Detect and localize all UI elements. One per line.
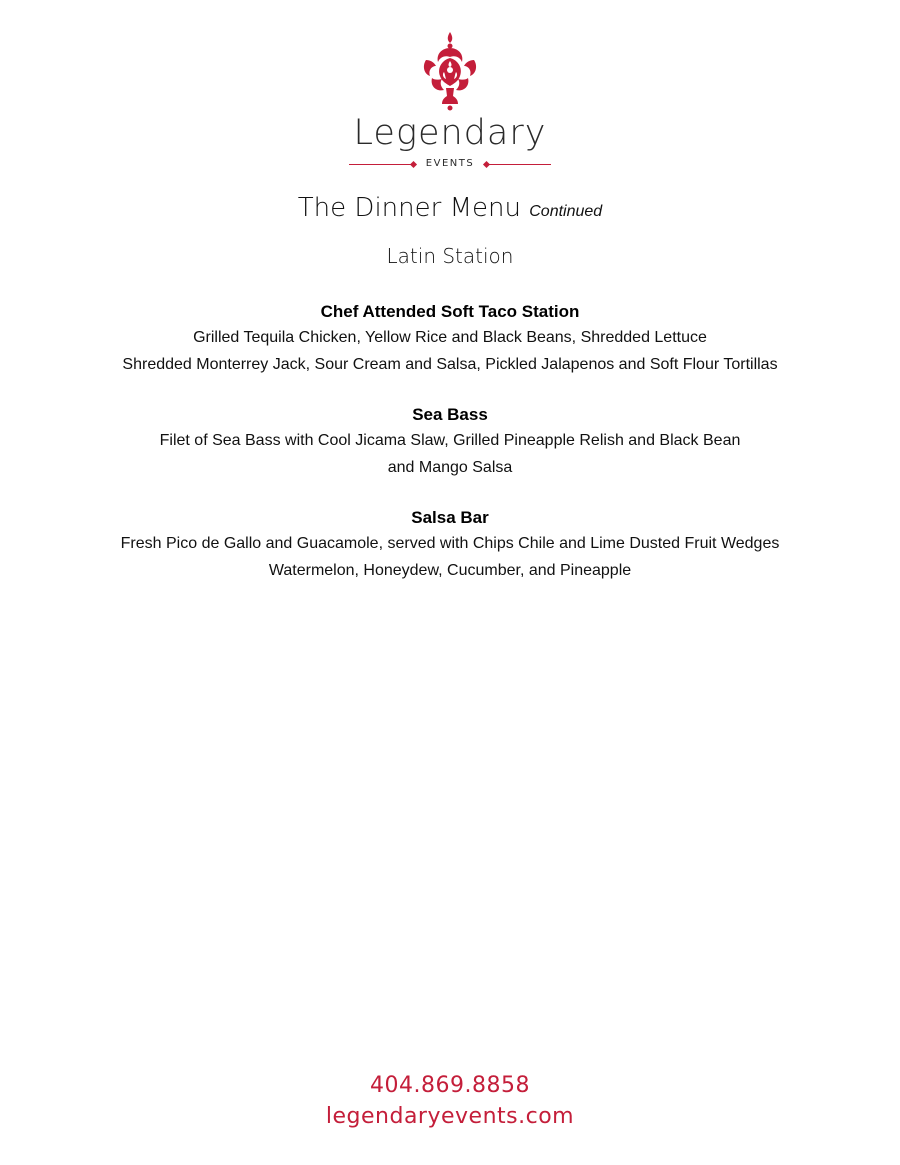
phone-number: 404.869.8858 [370, 1073, 530, 1098]
section-line: Fresh Pico de Gallo and Guacamole, served with Chips Chile and Lime Dusted Fruit Wedges [120, 535, 780, 552]
menu-title [0, 193, 900, 223]
menu-sections [0, 300, 900, 609]
menu-title-text: The Dinner Menu [297, 193, 521, 223]
menu-title-continued: Continued [529, 203, 603, 220]
company-logo [0, 30, 900, 171]
website-link[interactable]: legendaryevents.com [325, 1104, 575, 1129]
menu-section-salsa-bar [0, 506, 900, 584]
menu-section-taco [0, 300, 900, 378]
section-title: Salsa Bar [411, 508, 489, 527]
brand-rule-right [489, 164, 551, 165]
section-line: and Mango Salsa [387, 459, 513, 476]
brand-sub: EVENTS [425, 158, 475, 169]
contact-footer [0, 1070, 900, 1132]
brand-name: Legendary [353, 113, 547, 153]
section-title: Chef Attended Soft Taco Station [320, 302, 580, 321]
brand-sub-row [349, 157, 551, 171]
damask-emblem-icon [420, 30, 480, 112]
station-heading: Latin Station [386, 244, 514, 268]
section-line: Grilled Tequila Chicken, Yellow Rice and Black Beans, Shredded Lettuce [193, 329, 707, 346]
section-line: Shredded Monterrey Jack, Sour Cream and Salsa, Pickled Jalapenos and Soft Flour Tortillas [122, 356, 778, 373]
menu-section-sea-bass [0, 403, 900, 481]
section-line: Filet of Sea Bass with Cool Jicama Slaw, Grilled Pineapple Relish and Black Bean [159, 432, 741, 449]
section-title: Sea Bass [412, 405, 488, 424]
section-line: Watermelon, Honeydew, Cucumber, and Pineapple [268, 562, 632, 579]
